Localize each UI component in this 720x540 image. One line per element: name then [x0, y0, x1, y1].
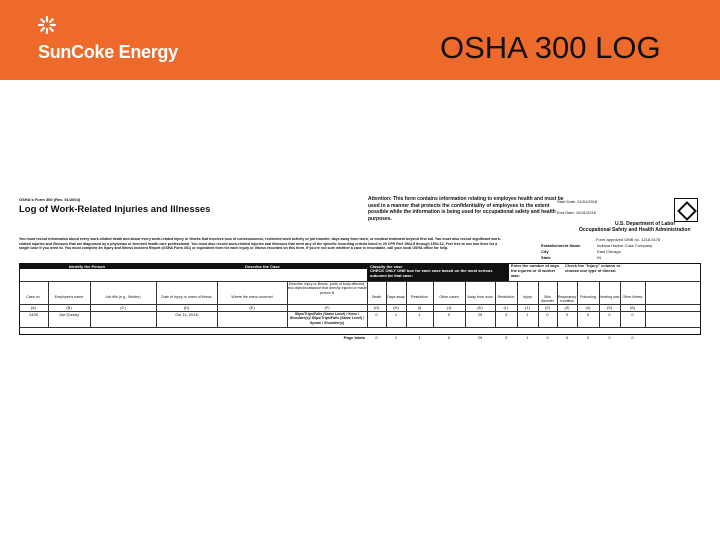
- section-classify: Classify the case: [370, 263, 403, 269]
- column-header: Restriction: [411, 295, 428, 299]
- row-date: Oct 11, 2016: [175, 312, 198, 317]
- row-value: 0: [631, 312, 634, 317]
- column-code: (J): [446, 305, 452, 310]
- column-header: Employee's name: [54, 295, 84, 299]
- column-header: Other illness: [622, 295, 643, 299]
- start-date: Start Date: 01/01/2016: [557, 199, 598, 204]
- page-total: 0: [631, 335, 634, 340]
- page-total: 0: [608, 335, 611, 340]
- city-label: City: [541, 249, 549, 254]
- osha-form: [19, 195, 700, 342]
- row-value: 0: [447, 312, 451, 317]
- column-header: Death: [371, 295, 382, 299]
- row-value: 3: [504, 312, 508, 317]
- column-header: Poisoning: [580, 295, 596, 299]
- page-total: 0: [586, 335, 590, 340]
- brand-name: SunCoke Energy: [38, 42, 178, 62]
- column-header: Respiratory condition: [557, 295, 577, 304]
- column-code: (3): [564, 305, 570, 310]
- row-value: 0: [375, 312, 378, 317]
- page-total: 0: [447, 335, 451, 340]
- row-value: 0: [586, 312, 590, 317]
- sun-logo-icon: [38, 16, 56, 34]
- page-total: 0: [375, 335, 378, 340]
- agency-name: Occupational Safety and Health Administration: [579, 227, 691, 233]
- column-code: (F): [324, 305, 330, 310]
- column-code: (6): [630, 305, 635, 310]
- column-header: Other cases: [439, 295, 459, 299]
- state-value: IN: [597, 255, 601, 260]
- row-name: Joe Dorsey: [58, 312, 80, 317]
- column-code: (A): [30, 305, 37, 310]
- column-code: (C): [120, 305, 126, 310]
- column-header: Where the event occurred: [231, 295, 273, 299]
- establishment-value: Indiana Harbor Coke Company: [597, 243, 653, 248]
- column-code: (2): [545, 305, 550, 310]
- column-header: Days away: [387, 295, 405, 299]
- column-code: (H): [393, 305, 399, 310]
- omb-number: Form approved OMB no. 1218-0176: [596, 237, 661, 242]
- page-total: 0: [565, 335, 569, 340]
- page-total: 0: [546, 335, 549, 340]
- column-header: Case no.: [26, 295, 41, 299]
- row-value: 1: [394, 312, 398, 317]
- column-code: (5): [607, 305, 612, 310]
- page-total: 1: [418, 335, 421, 340]
- instructions-text: You must record information about every work-related death and about every work-related injury or illness that involves loss of consciousness, restricted work activity or job transfer, days away from work, or medical treatment beyond first aid. You must also record significant work-related injuries and illnesses that are diagnosed by a physician or licensed health care professional. You must also record work-related injuries and illnesses that meet any of the specific recording criteria listed in 29 CFR Part 1904.8 through 1904.12. Feel free to use two lines for a single case if you need to. You must complete an Injury and Illness Incident Report (OSHA Form 301) or equivalent form for each injury or illness recorded on this form. If you're not sure whether a case is recordable, call your local OSHA office for help.: [19, 237, 501, 251]
- column-code: (1): [525, 305, 530, 310]
- section-identify: Identify the Person: [69, 263, 106, 269]
- column-header: Describe injury or illness, parts of body affected, and object/substance that directly injured or made person ill: [287, 282, 367, 295]
- column-code: (K): [477, 305, 483, 310]
- column-header: Injury: [523, 295, 532, 299]
- column-code: (D): [183, 305, 190, 310]
- row-case-no: 2430: [29, 312, 38, 317]
- row-value: 0: [546, 312, 549, 317]
- column-header: Job title (e.g., Welder): [105, 295, 141, 299]
- section-classify-sub: CHECK ONLY ONE box for each case based on the most serious outcome for that case:: [370, 268, 493, 278]
- row-value: 0: [565, 312, 569, 317]
- page-total: 1: [526, 335, 529, 340]
- page-title: OSHA 300 LOG: [440, 30, 661, 65]
- end-date: End Date: 10/31/2016: [557, 210, 596, 215]
- row-value: 0: [608, 312, 611, 317]
- row-value: 1: [418, 312, 421, 317]
- department-name: U.S. Department of Labor: [615, 221, 676, 227]
- column-code: (B): [66, 305, 72, 310]
- form-title: Log of Work-Related Injuries and Illnesses: [19, 204, 211, 215]
- row-value: 29: [477, 312, 483, 317]
- establishment-label: Establishment Name: [541, 243, 581, 248]
- column-code: (E): [249, 305, 255, 310]
- row-value: 1: [526, 312, 529, 317]
- row-describe: Slips/Trips/Falls (Same Level) / Knee / Shoulder(s)/ Slips/Trips/Falls (Same Level) / Sprain / Shoulder(s): [289, 312, 365, 325]
- section-days: Enter the number of days the injured or ill worker was:: [511, 263, 560, 278]
- column-code: (4): [585, 305, 591, 310]
- column-code: (L): [503, 305, 509, 310]
- column-header: Skin disorder: [541, 295, 554, 304]
- column-header: Away from work: [467, 295, 493, 299]
- page-total: 1: [394, 335, 398, 340]
- column-code: (I): [417, 305, 422, 310]
- page-totals-label: Page totals: [343, 335, 365, 340]
- page-total: 29: [477, 335, 483, 340]
- page-total: 3: [504, 335, 508, 340]
- column-code: (G): [373, 305, 380, 310]
- section-describe: Describe the Case: [245, 263, 280, 269]
- city-value: East Chicago: [597, 249, 621, 254]
- dol-emblem-icon: [674, 198, 698, 222]
- section-type: Check the "Injury" column or choose one type of illness:: [565, 263, 621, 273]
- column-header: Hearing loss: [599, 295, 620, 299]
- attention-notice: Attention: This form contains information relating to employee health and must be used in a manner that protects the confidentiality of employees to the extent possible while the information is being used for occupational safety and health purposes.: [368, 196, 564, 222]
- column-header: Date of injury or onset of illness: [161, 295, 212, 299]
- state-label: State: [541, 255, 551, 260]
- form-number: OSHA's Form 300 (Rev. 01/2004): [19, 197, 81, 202]
- column-header: Restriction: [497, 295, 515, 299]
- header-banner: [0, 0, 720, 80]
